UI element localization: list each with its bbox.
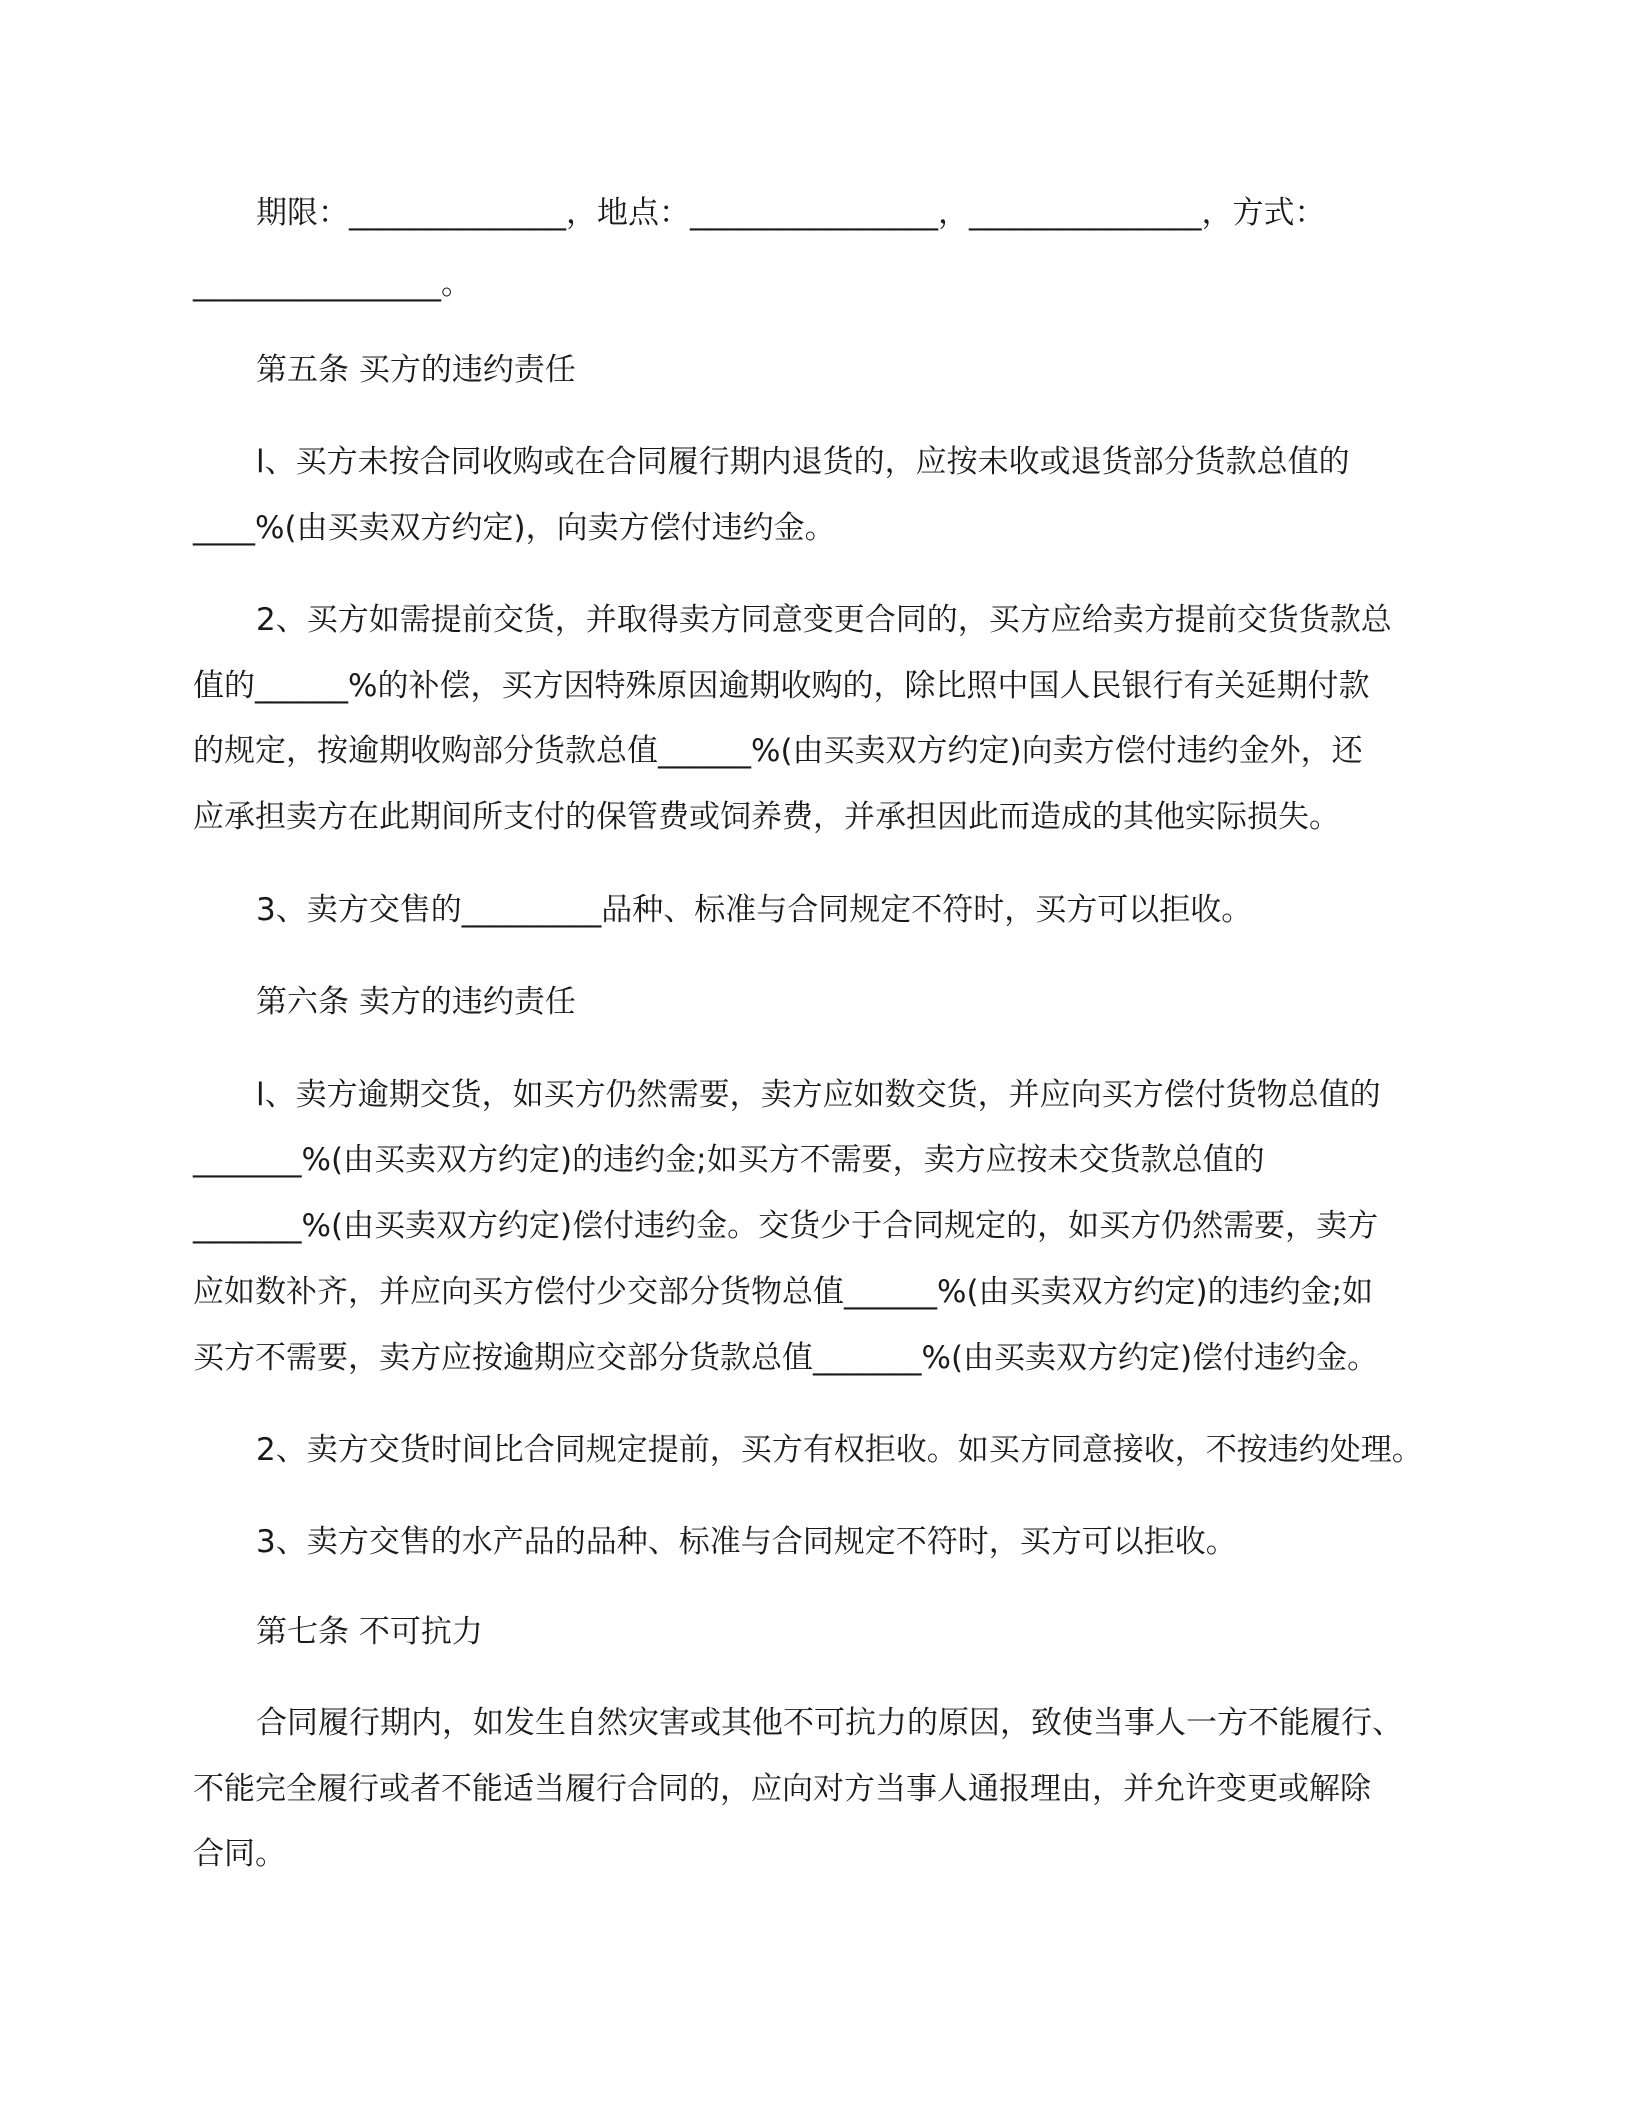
article-7-body-line-3: 合同。 [193,1836,286,1872]
article-5-clause-2-line-4: 应承担卖方在此期间所支付的保管费或饲养费，并承担因此而造成的其他实际损失。 [193,799,1340,835]
article-5-heading: 第五条 买方的违约责任 [256,352,576,388]
article-5-clause-1-line-1: l、买方未按合同收购或在合同履行期内退货的，应按未收或退货部分货款总值的 [256,444,1350,480]
article-6-heading: 第六条 卖方的违约责任 [256,984,576,1020]
method-blank-line: ________________。 [193,266,472,302]
article-5-clause-2-line-2: 值的______%的补偿，买方因特殊原因逾期收购的，除比照中国人民银行有关延期付款 [193,668,1370,704]
article-6-clause-2: 2、卖方交货时间比合同规定提前，买方有权拒收。如买方同意接收，不按违约处理。 [256,1432,1423,1468]
article-6-clause-1-line-3: _______%(由买卖双方约定)偿付违约金。交货少于合同规定的，如买方仍然需要，卖方 [193,1208,1379,1244]
article-5-clause-3: 3、卖方交售的_________品种、标准与合同规定不符时，买方可以拒收。 [256,892,1253,928]
article-6-clause-1-line-2: _______%(由买卖双方约定)的违约金;如买方不需要，卖方应按未交货款总值的 [193,1142,1265,1178]
article-5-clause-1-line-2: ____%(由买卖双方约定)，向卖方偿付违约金。 [193,510,836,546]
article-7-body-line-2: 不能完全履行或者不能适当履行合同的，应向对方当事人通报理由，并允许变更或解除 [193,1771,1371,1807]
article-7-body-line-1: 合同履行期内，如发生自然灾害或其他不可抗力的原因，致使当事人一方不能履行、 [256,1705,1403,1741]
article-6-clause-1-line-4: 应如数补齐，并应向买方偿付少交部分货物总值______%(由买卖双方约定)的违约金;如 [193,1274,1374,1310]
article-5-clause-2-line-1: 2、买方如需提前交货，并取得卖方同意变更合同的，买方应给卖方提前交货货款总 [256,602,1392,638]
article-7-heading: 第七条 不可抗力 [256,1614,483,1650]
article-6-clause-1-line-5: 买方不需要，卖方应按逾期应交部分货款总值_______%(由买卖双方约定)偿付违约金。 [193,1340,1379,1376]
article-6-clause-3: 3、卖方交售的水产品的品种、标准与合同规定不符时，买方可以拒收。 [256,1524,1237,1560]
article-6-clause-1-line-1: l、卖方逾期交货，如买方仍然需要，卖方应如数交货，并应向买方偿付货物总值的 [256,1077,1381,1113]
article-5-clause-2-line-3: 的规定，按逾期收购部分货款总值______%(由买卖双方约定)向卖方偿付违约金外，还 [193,733,1363,769]
term-location-line: 期限：______________，地点：________________，_______________，方式： [256,195,1326,231]
